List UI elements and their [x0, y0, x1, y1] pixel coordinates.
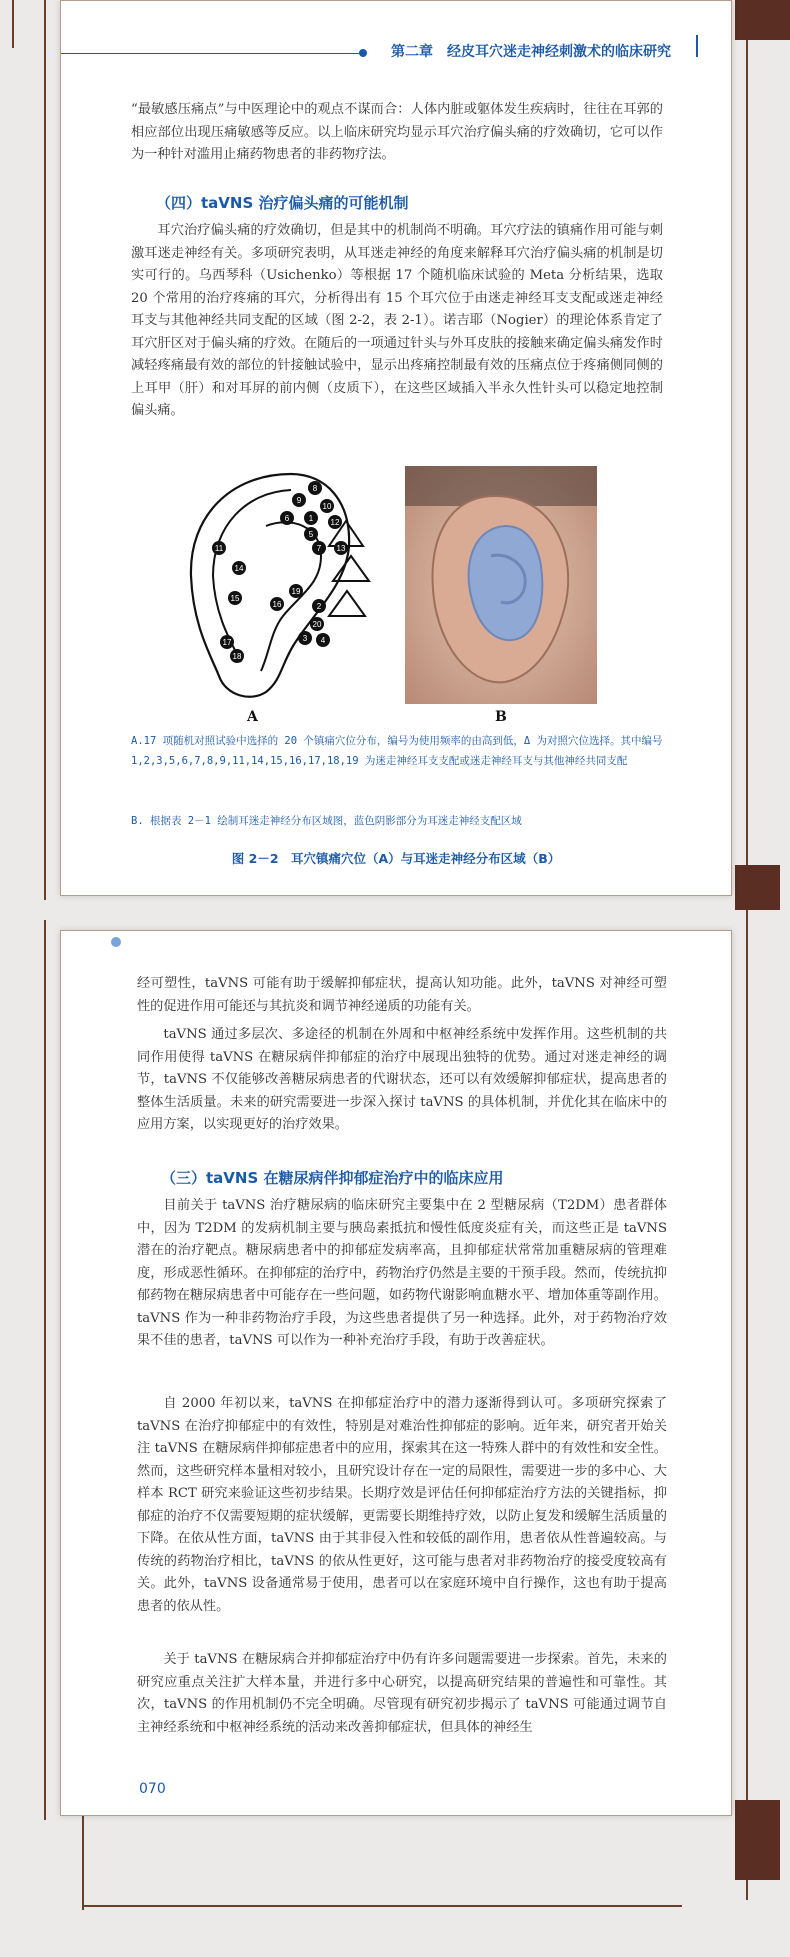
svg-text:9: 9	[296, 496, 302, 505]
frame-block-top-right	[735, 0, 790, 40]
point-17	[220, 635, 234, 649]
figure-label-b: B	[495, 709, 507, 725]
paragraph-future: 关于 taVNS 在糖尿病合并抑郁症治疗中仍有许多问题需要进一步探索。首先，未来的研究应重点关注扩大样本量，并进行多中心研究，以提高研究结果的普遍性和可靠性。其次，taVNS 的作用机制仍不完全明确。尽管现有研究初步揭示了 taVNS 可能通过调节自主神经系统和中枢神经系统的活动来改善抑郁症状，但具体的神经生	[137, 1652, 667, 1735]
frame-line-bottom	[82, 1905, 682, 1907]
ear-vagus-distribution-image	[405, 466, 597, 704]
point-1	[304, 511, 318, 525]
svg-text:19: 19	[291, 587, 301, 596]
section-title-mechanism: （四）taVNS 治疗偏头痛的可能机制	[156, 194, 409, 212]
point-15	[228, 591, 242, 605]
frame-line-left	[44, 0, 46, 900]
svg-text:15: 15	[230, 594, 240, 603]
point-5	[304, 527, 318, 541]
svg-text:1: 1	[308, 514, 314, 523]
point-7	[312, 541, 326, 555]
chapter-header: 第二章 经皮耳穴迷走神经刺激术的临床研究	[391, 44, 671, 60]
svg-text:6: 6	[284, 514, 290, 523]
paragraph-intro: “最敏感压痛点”与中医理论中的观点不谋而合：人体内脏或躯体发生疾病时，往往在耳郭的相应部位出现压痛敏感等反应。以上临床研究均显示耳穴治疗偏头痛的疗效确切，它可以作为一种针对滥用止痛药物患者的非药物疗法。	[131, 102, 663, 162]
frame-line-left-2	[44, 920, 46, 1820]
section-title-clinical: （三）taVNS 在糖尿病伴抑郁症治疗中的临床应用	[161, 1169, 504, 1187]
frame-block-bottom-right	[735, 1800, 780, 1880]
point-16	[270, 597, 284, 611]
point-14	[232, 561, 246, 575]
point-10	[320, 499, 334, 513]
svg-text:4: 4	[320, 636, 326, 645]
figure-note-b: B. 根据表 2－1 绘制耳迷走神经分布区域图，蓝色阴影部分为耳迷走神经支配区域	[131, 815, 522, 827]
svg-text:18: 18	[232, 652, 242, 661]
point-18	[230, 649, 244, 663]
svg-text:20: 20	[312, 620, 322, 629]
frame-line-right	[746, 0, 748, 1900]
svg-text:10: 10	[322, 502, 332, 511]
figure-ear-acupoints	[171, 466, 411, 706]
paragraph-history: 自 2000 年初以来，taVNS 在抑郁症治疗中的潜力逐渐得到认可。多项研究探索了 taVNS 在治疗抑郁症中的有效性，特别是对难治性抑郁症的影响。近年来，研究者开始关注 taVNS 在糖尿病伴抑郁症患者中的应用，探索其在这一特殊人群中的有效性和安全性。然而，这些研究样本量相对较小，且研究设计存在一定的局限性，需要进一步的多中心、大样本 RCT 研究来验证这些初步结果。长期疗效是评估任何抑郁症治疗方法的关键指标，抑郁症的治疗不仅需要短期的症状缓解，更需要长期维持疗效，以防止复发和缓解生活质量的下降。在依从性方面，taVNS 由于其非侵入性和较低的副作用，患者依从性普遍较高。与传统的药物治疗相比，taVNS 的依从性更好，这可能与患者对非药物治疗的接受度较高有关。此外，taVNS 设备通常易于使用，患者可以在家庭环境中自行操作，这也有助于提高患者的依从性。	[137, 1396, 667, 1614]
point-19	[289, 584, 303, 598]
svg-text:3: 3	[302, 634, 308, 643]
frame-line-left-3	[82, 1810, 84, 1910]
header-bar	[696, 35, 698, 57]
svg-text:12: 12	[330, 518, 340, 527]
book-page-upper	[60, 0, 732, 896]
point-8	[308, 481, 322, 495]
page-corner-dot	[111, 937, 121, 947]
ear-outline-diagram	[171, 466, 411, 706]
svg-text:2: 2	[316, 602, 322, 611]
point-12	[328, 515, 342, 529]
svg-text:17: 17	[222, 638, 232, 647]
book-page-lower	[60, 930, 732, 1816]
svg-text:8: 8	[312, 484, 318, 493]
figure-note-a: A.17 项随机对照试验中选择的 20 个镇痛穴位分布，编号为使用频率的由高到低，Δ 为对照穴位选择。其中编号 1,2,3,5,6,7,8,9,11,14,15,16,17,18,19 为迷走神经耳支支配或迷走神经耳支与其他神经共同支配	[131, 735, 663, 767]
figure-title: 图 2－2 耳穴镇痛穴位（A）与耳迷走神经分布区域（B）	[231, 851, 561, 866]
point-20	[310, 617, 324, 631]
point-2	[312, 599, 326, 613]
paragraph-clinical-research: 目前关于 taVNS 治疗糖尿病的临床研究主要集中在 2 型糖尿病（T2DM）患者群体中，因为 T2DM 的发病机制主要与胰岛素抵抗和慢性低度炎症有关，而这些正是 taVNS 潜在的治疗靶点。糖尿病患者中的抑郁症发病率高，且抑郁症状常常加重糖尿病的管理难度，形成恶性循环。在抑郁症的治疗中，药物治疗仍然是主要的干预手段。然而，传统抗抑郁药物在糖尿病患者中可能存在一些问题，如药物代谢影响血糖水平、增加体重等副作用。taVNS 作为一种非药物治疗手段，为这些患者提供了另一种选择。此外，对于药物治疗效果不佳的患者，taVNS 可以作为一种补充治疗手段，有助于改善症状。	[137, 1198, 667, 1348]
point-6	[280, 511, 294, 525]
svg-text:7: 7	[316, 544, 322, 553]
paragraph-continued: 经可塑性，taVNS 可能有助于缓解抑郁症状，提高认知功能。此外，taVNS 对神经可塑性的促进作用可能还与其抗炎和调节神经递质的功能有关。	[137, 976, 667, 1014]
figure-ear-photo	[405, 466, 597, 704]
point-3	[298, 631, 312, 645]
svg-text:13: 13	[336, 544, 346, 553]
point-4	[316, 633, 330, 647]
page-number: 070	[139, 1781, 166, 1797]
svg-text:14: 14	[234, 564, 244, 573]
point-11	[212, 541, 226, 555]
svg-text:11: 11	[214, 544, 224, 553]
svg-text:5: 5	[308, 530, 314, 539]
frame-block-mid-right	[735, 865, 780, 910]
point-9	[292, 493, 306, 507]
point-13	[334, 541, 348, 555]
paragraph-mechanisms-summary: taVNS 通过多层次、多途径的机制在外周和中枢神经系统中发挥作用。这些机制的共同作用使得 taVNS 在糖尿病伴抑郁症的治疗中展现出独特的优势。通过对迷走神经的调节，taVNS 不仅能够改善糖尿病患者的代谢状态，还可以有效缓解抑郁症状，提高患者的整体生活质量。未来的研究需要进一步深入探讨 taVNS 的具体机制，并优化其在临床中的应用方案，以实现更好的治疗效果。	[137, 1027, 667, 1132]
svg-text:16: 16	[272, 600, 282, 609]
frame-line-top-left	[12, 0, 14, 48]
figure-label-a: A	[247, 709, 258, 725]
paragraph-mechanism: 耳穴治疗偏头痛的疗效确切，但是其中的机制尚不明确。耳穴疗法的镇痛作用可能与刺激耳迷走神经有关。多项研究表明，从耳迷走神经的角度来解释耳穴治疗偏头痛的机制是切实可行的。乌西琴科（Usichenko）等根据 17 个随机临床试验的 Meta 分析结果，选取 20 个常用的治疗疼痛的耳穴，分析得出有 15 个耳穴位于由迷走神经耳支支配或迷走神经耳支与其他神经共同支配的区域（图 2-2，表 2-1）。诺吉耶（Nogier）的理论体系肯定了耳穴肝区对于偏头痛的疗效。在随后的一项通过针头与外耳皮肤的接触来确定偏头痛发作时减轻疼痛最有效的部位的针接触试验中，显示出疼痛控制最有效的压痛点位于疼痛侧同侧的上耳甲（肝）和对耳屏的前内侧（皮质下），在这些区域插入半永久性针头可以稳定地控制偏头痛。	[131, 223, 663, 418]
